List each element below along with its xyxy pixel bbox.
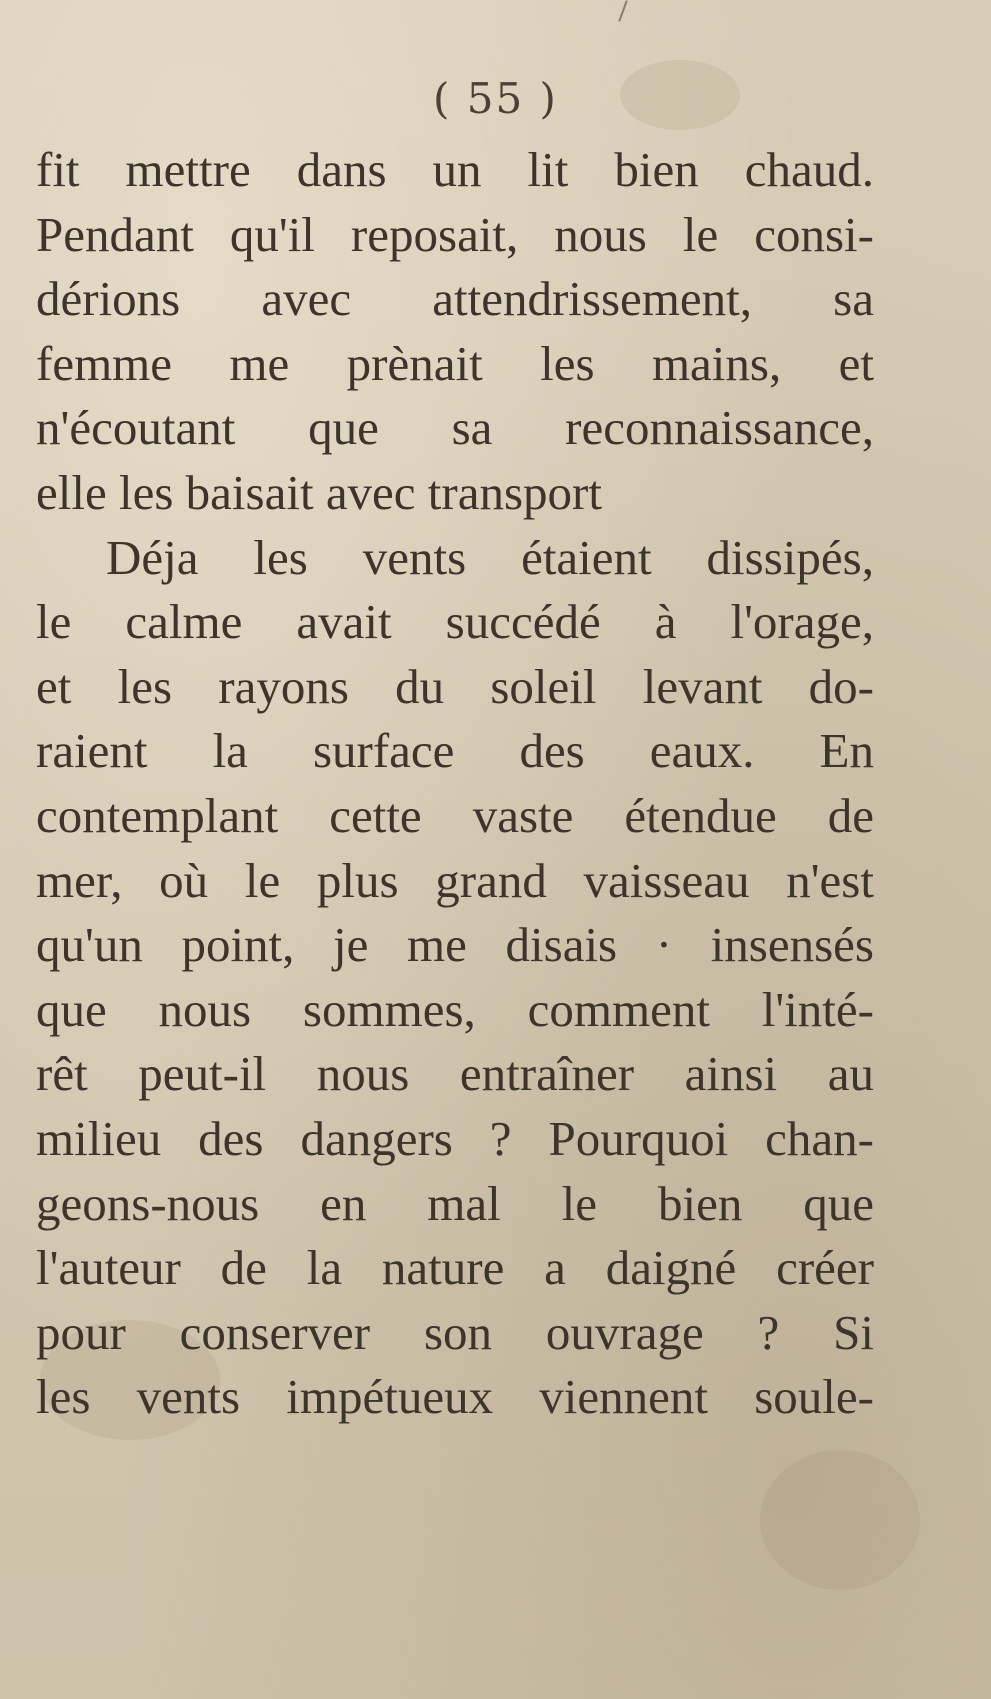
text-line: contemplant cette vaste étendue de [36,787,874,843]
text-line: l'auteur de la nature a daigné créer [36,1240,874,1296]
text-line: milieu des dangers ? Pourquoi chan- [36,1110,874,1166]
text-line: Déja les vents étaient dissipés, [106,529,874,585]
text-line: femme me prènait les mains, et [36,335,874,391]
pencil-mark [618,0,627,21]
text-line: rêt peut-il nous entraîner ainsi au [36,1046,874,1102]
text-line: Pendant qu'il reposait, nous le consi- [36,206,874,262]
text-line: mer, où le plus grand vaisseau n'est [36,852,874,908]
text-line: n'écoutant que sa reconnaissance, [36,400,874,456]
body-text [36,138,874,1430]
page-number: ( 55 ) [433,74,558,123]
text-line: fit mettre dans un lit bien chaud. [36,142,874,197]
text-line: le calme avait succédé à l'orage, [36,594,874,650]
text-line: raient la surface des eaux. En [36,723,874,779]
text-line: pour conserver son ouvrage ? Si [36,1304,874,1360]
text-line: que nous sommes, comment l'inté- [36,981,874,1037]
text-line: elle les baisait avec transport [36,464,602,520]
text-line: qu'un point, je me disais · insensés [36,917,874,973]
paper-stain [760,1450,920,1590]
text-line: et les rayons du soleil levant do- [36,658,874,714]
text-line: les vents impétueux viennent soule- [36,1369,874,1425]
text-line: dérions avec attendrissement, sa [36,271,874,327]
text-line: geons-nous en mal le bien que [36,1175,874,1231]
